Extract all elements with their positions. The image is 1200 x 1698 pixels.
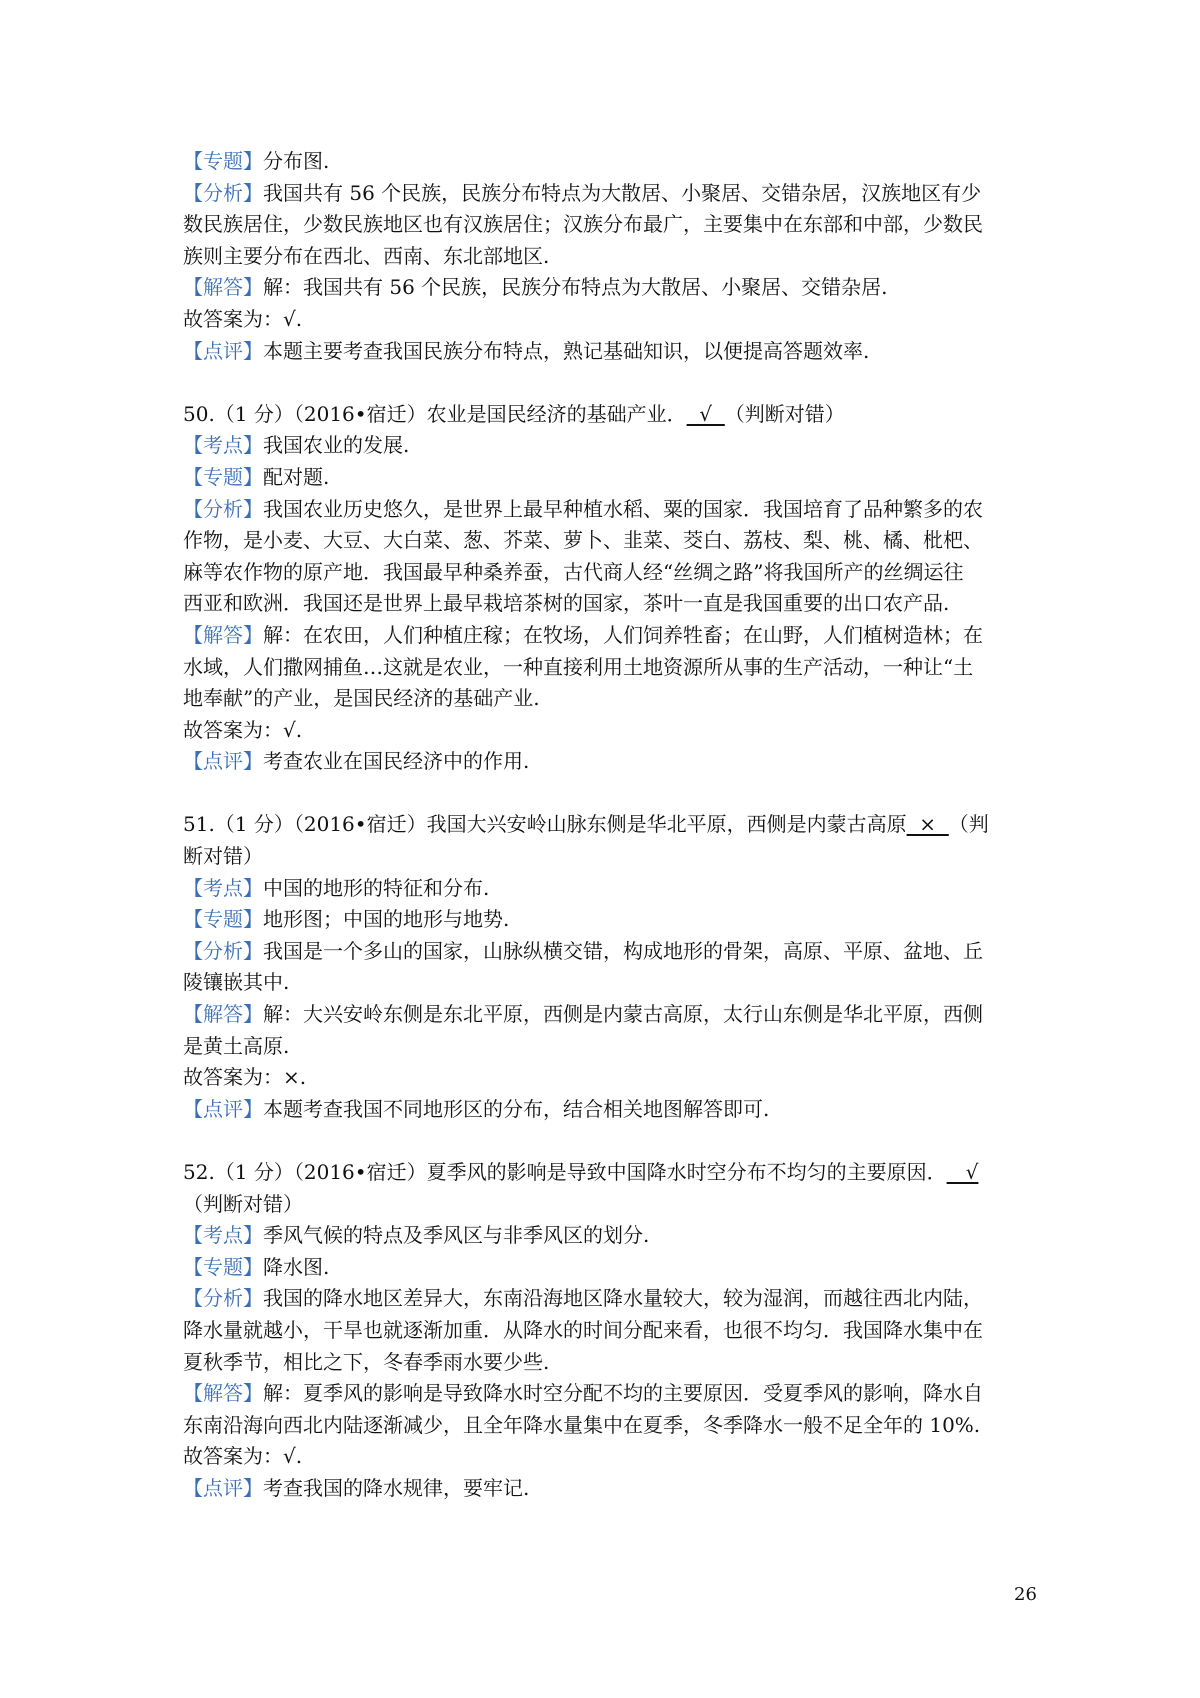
text-line	[183, 462, 1033, 494]
section-tag: 【专题】	[183, 149, 263, 173]
line-text: 考查我国的降水规律，要牢记.	[263, 1475, 530, 1500]
section-tag: 【点评】	[183, 1096, 263, 1121]
line-text: 季风气候的特点及季风区与非季风区的划分.	[263, 1223, 650, 1248]
blank-line	[183, 778, 1033, 810]
line-text: 作物，是小麦、大豆、大白菜、葱、芥菜、萝卜、韭菜、茭白、荔枝、梨、桃、橘、枇杷、	[183, 528, 983, 553]
text-line	[183, 1473, 1033, 1505]
line-text: 故答案为：√.	[183, 306, 303, 331]
text-line	[183, 1094, 1033, 1126]
line-text: 是黄土高原.	[183, 1033, 290, 1058]
section-tag: 【点评】	[183, 749, 263, 774]
line-text: 水域，人们撒网捕鱼…这就是农业，一种直接利用土地资源所从事的生产活动，一种让“土	[183, 654, 974, 679]
section-tag: 【考点】	[183, 875, 263, 900]
line-text: 我国农业历史悠久，是世界上最早种植水稻、粟的国家．我国培育了品种繁多的农	[263, 496, 983, 521]
line-text: 西亚和欧洲．我国还是世界上最早栽培茶树的国家，茶叶一直是我国重要的出口农产品.	[183, 591, 950, 616]
section-tag: 【分析】	[183, 496, 263, 521]
text-line	[183, 588, 1033, 620]
line-text: 解：大兴安岭东侧是东北平原，西侧是内蒙古高原，太行山东侧是华北平原，西侧	[263, 1002, 983, 1027]
text-line	[183, 557, 1033, 589]
text-line	[183, 1283, 1033, 1315]
text-line	[183, 146, 1033, 178]
section-tag: 【解答】	[183, 275, 263, 300]
text-line	[183, 1315, 1033, 1347]
line-text: 我国共有 56 个民族，民族分布特点为大散居、小聚居、交错杂居，汉族地区有少	[263, 180, 982, 205]
text-line	[183, 715, 1033, 747]
text-line	[183, 967, 1033, 999]
document-body	[183, 146, 1033, 1505]
text-line	[183, 904, 1033, 936]
text-line	[183, 620, 1033, 652]
line-text: 族则主要分布在西北、西南、东北部地区.	[183, 243, 550, 268]
line-text: 解：夏季风的影响是导致降水时空分配不均的主要原因．受夏季风的影响，降水自	[263, 1381, 983, 1406]
section-tag: 【分析】	[183, 1286, 263, 1311]
section-tag: 【专题】	[183, 464, 263, 489]
line-text: 地奉献”的产业，是国民经济的基础产业.	[183, 686, 540, 711]
answer-blank: ×	[906, 812, 949, 837]
text-line	[183, 209, 1033, 241]
text-line	[183, 809, 1033, 841]
text-line	[183, 1378, 1033, 1410]
line-text: （判断对错）	[724, 401, 845, 426]
line-text: 我国是一个多山的国家，山脉纵横交错，构成地形的骨架，高原、平原、盆地、丘	[263, 938, 983, 963]
line-text: 断对错）	[183, 844, 263, 869]
text-line	[183, 399, 1033, 431]
text-line	[183, 936, 1033, 968]
line-text: 本题主要考查我国民族分布特点，熟记基础知识，以便提高答题效率.	[263, 338, 870, 363]
line-text: 考查农业在国民经济中的作用.	[263, 749, 530, 774]
text-line	[183, 494, 1033, 526]
text-line	[183, 525, 1033, 557]
text-line	[183, 178, 1033, 210]
line-text: 数民族居住，少数民族地区也有汉族居住；汉族分布最广，主要集中在东部和中部，少数民	[183, 212, 983, 237]
line-text: 地形图；中国的地形与地势.	[263, 907, 510, 932]
text-line	[183, 873, 1033, 905]
text-line	[183, 1189, 1033, 1221]
line-text: 分布图.	[263, 149, 330, 173]
line-text: 东南沿海向西北内陆逐渐减少，且全年降水量集中在夏季，冬季降水一般不足全年的 10%.	[183, 1412, 981, 1437]
section-tag: 【点评】	[183, 1475, 263, 1500]
line-text: 故答案为：√.	[183, 717, 303, 742]
line-text: 本题考查我国不同地形区的分布，结合相关地图解答即可.	[263, 1096, 770, 1121]
line-text: 故答案为：×.	[183, 1065, 307, 1090]
line-text: 解：我国共有 56 个民族，民族分布特点为大散居、小聚居、交错杂居.	[263, 275, 888, 300]
line-text: 52.（1 分）（2016•宿迁）夏季风的影响是导致中国降水时空分布不均匀的主要原因．	[183, 1160, 947, 1184]
line-text: 降水图.	[263, 1254, 330, 1279]
section-tag: 【分析】	[183, 180, 263, 205]
line-text: （判	[948, 812, 989, 837]
text-line	[183, 999, 1033, 1031]
line-text: 50.（1 分）（2016•宿迁）农业是国民经济的基础产业．	[183, 401, 687, 426]
text-line	[183, 652, 1033, 684]
answer-blank: √	[946, 1160, 979, 1184]
section-tag: 【解答】	[183, 1002, 263, 1027]
text-line	[183, 1062, 1033, 1094]
line-text: 51.（1 分）（2016•宿迁）我国大兴安岭山脉东侧是华北平原，西侧是内蒙古高原	[183, 812, 907, 837]
line-text: 降水量就越小，干旱也就逐渐加重．从降水的时间分配来看，也很不均匀．我国降水集中在	[183, 1317, 983, 1342]
text-line	[183, 241, 1033, 273]
text-line	[183, 1031, 1033, 1063]
text-line	[183, 304, 1033, 336]
line-text: 麻等农作物的原产地．我国最早种桑养蚕，古代商人经“丝绸之路”将我国所产的丝绸运往	[183, 559, 964, 584]
section-tag: 【考点】	[183, 433, 263, 458]
text-line	[183, 272, 1033, 304]
text-line	[183, 746, 1033, 778]
text-line	[183, 1157, 1033, 1189]
text-line	[183, 430, 1033, 462]
section-tag: 【点评】	[183, 338, 263, 363]
line-text: 陵镶嵌其中.	[183, 970, 290, 995]
section-tag: 【分析】	[183, 938, 263, 963]
text-line	[183, 683, 1033, 715]
line-text: 我国的降水地区差异大，东南沿海地区降水量较大，较为湿润，而越往西北内陆，	[263, 1286, 983, 1311]
line-text: （判断对错）	[183, 1191, 303, 1216]
section-tag: 【解答】	[183, 622, 263, 647]
text-line	[183, 841, 1033, 873]
line-text: 中国的地形的特征和分布.	[263, 875, 490, 900]
text-line	[183, 1220, 1033, 1252]
line-text: 我国农业的发展.	[263, 433, 410, 458]
blank-line	[183, 367, 1033, 399]
answer-blank: √	[686, 401, 725, 426]
text-line	[183, 1441, 1033, 1473]
section-tag: 【考点】	[183, 1223, 263, 1248]
line-text: 故答案为：√.	[183, 1444, 303, 1469]
section-tag: 【解答】	[183, 1381, 263, 1406]
text-line	[183, 1410, 1033, 1442]
blank-line	[183, 1125, 1033, 1157]
line-text: 夏秋季节，相比之下，冬春季雨水要少些.	[183, 1349, 550, 1374]
text-line	[183, 1347, 1033, 1379]
section-tag: 【专题】	[183, 1254, 263, 1279]
section-tag: 【专题】	[183, 907, 263, 932]
text-line	[183, 1252, 1033, 1284]
text-line	[183, 336, 1033, 368]
line-text: 解：在农田，人们种植庄稼；在牧场，人们饲养牲畜；在山野，人们植树造林；在	[263, 622, 983, 647]
line-text: 配对题.	[263, 464, 330, 489]
page-number: 26	[1014, 1584, 1037, 1605]
